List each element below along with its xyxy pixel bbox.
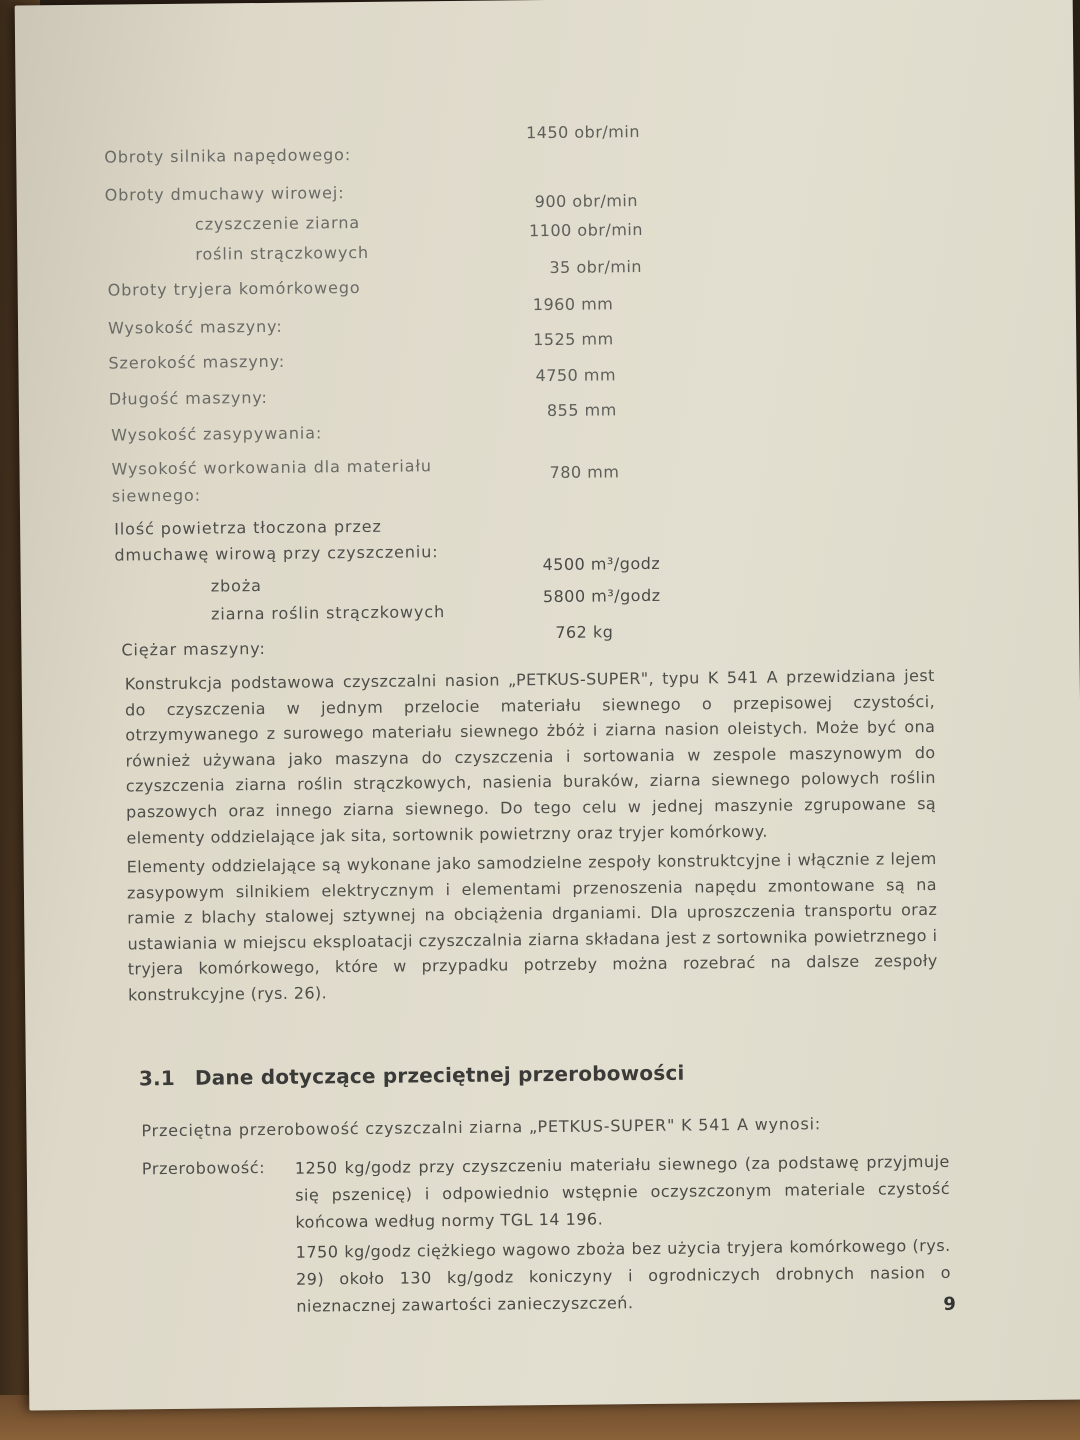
- spec-value-filling-height: 855 mm: [546, 400, 617, 421]
- spec-value-length: 4750 mm: [535, 365, 617, 386]
- spec-label-air-volume: Ilość powietrza tłoczona przez: [114, 516, 382, 539]
- spec-label-grain: zboża: [210, 576, 262, 596]
- spec-label-blower-rpm: Obroty dmuchawy wirowej:: [104, 183, 345, 205]
- spec-label-legumes: roślin strączkowych: [195, 242, 370, 264]
- throughput-item: 1250 kg/godz przy czyszczeniu materiału siewnego (za podstawę przyjmuje się pszenicę) i odpowiednio wstępnie oczyszczonym materiale czystość końcowa według normy TGL 14 196.: [294, 1151, 951, 1232]
- spec-label-length: Długość maszyny:: [108, 387, 268, 409]
- spec-label-grain-cleaning: czyszczenie ziarna: [194, 212, 361, 234]
- spec-value-bagging-height: 780 mm: [549, 462, 620, 483]
- spec-value-legume-seeds: 5800 m³/godz: [542, 585, 661, 607]
- spec-label-legume-seeds: ziarna roślin strączkowych: [210, 602, 446, 624]
- section-number: 3.1: [138, 1065, 176, 1091]
- document-page: [15, 0, 1080, 1411]
- spec-value-weight: 762 kg: [555, 622, 614, 642]
- spec-label-tryer-rpm: Obroty tryjera komórkowego: [107, 277, 361, 300]
- spec-label-bagging-height-cont: siewnego:: [111, 485, 202, 506]
- spec-value-motor-rpm: 1450 obr/min: [525, 122, 641, 143]
- spec-label-height: Wysokość maszyny:: [107, 316, 283, 338]
- spec-value-height: 1960 mm: [532, 294, 614, 315]
- spec-value-width: 1525 mm: [533, 329, 614, 350]
- page-number: 9: [943, 1293, 956, 1315]
- spec-label-filling-height: Wysokość zasypywania:: [111, 423, 323, 445]
- section-heading: [139, 1061, 685, 1091]
- throughput-item: 1750 kg/godz ciężkiego wagowo zboża bez użycia tryjera komórkowego (rys. 29) około 130 kg/godz koniczyny i ogrodniczych drobnych nasion o nieznacznej zawartości zanieczyszczeń.: [295, 1235, 952, 1316]
- spec-value-grain-cleaning: 900 obr/min: [534, 191, 639, 212]
- spec-label-weight: Ciężar maszyny:: [121, 638, 266, 660]
- spec-label-motor-rpm: Obroty silnika napędowego:: [104, 145, 352, 167]
- paragraph-construction: Konstrukcja podstawowa czyszczalni nasion „PETKUS-SUPER", typu K 541 A przewidziana jest do czyszczenia w jednym przelocie materiału siewnego o przepisowej czystości, otrzymywanego z surowego materiału siewnego żbóż i ziarna nasion oleistych. Może być ona również używana jako maszyna do czyszczenia i sortowania w zespole maszynowym do czyszczenia ziarna roślin strączkowych, nasienia buraków, ziarna siewnego polowych roślin paszowych oraz innego ziarna siewnego. Do tego celu w jednej maszynie zgrupowane są elementy oddzielające jak sita, sortownik powietrzny oraz tryjer komórkowy.: [124, 665, 937, 848]
- section-title: Dane dotyczące przeciętnej przerobowości: [194, 1060, 685, 1090]
- spec-value-grain: 4500 m³/godz: [542, 553, 661, 575]
- spec-label-bagging-height: Wysokość workowania dla materiału: [111, 456, 432, 479]
- section-intro: Przeciętna przerobowość czyszczalni ziarna „PETKUS-SUPER" K 541 A wynosi:: [141, 1114, 822, 1141]
- spec-value-legumes: 1100 obr/min: [528, 220, 644, 241]
- throughput-label: Przerobowość:: [141, 1158, 266, 1179]
- paragraph-elements: Elementy oddzielające są wykonane jako samodzielne zespoły konstruktcyjne i włącznie z lejem zasypowym silnikiem elektrycznym i elementami przenoszenia napędu zmontowane są na ramie z blachy stalowej sztywnej na obciążenia drganiami. Dla uproszczenia transportu oraz ustawiania w miejscu eksploatacji czyszczalnia ziarna składana jest z sortownika powietrznego i tryjera komórkowego, które w przypadku potrzeby można rozebrać na dalsze zespoły konstrukcyjne (rys. 26).: [126, 848, 938, 1005]
- spec-value-tryer-rpm: 35 obr/min: [549, 257, 643, 277]
- spec-label-width: Szerokość maszyny:: [108, 351, 286, 373]
- spec-label-air-volume-cont: dmuchawę wirową przy czyszczeniu:: [114, 542, 439, 565]
